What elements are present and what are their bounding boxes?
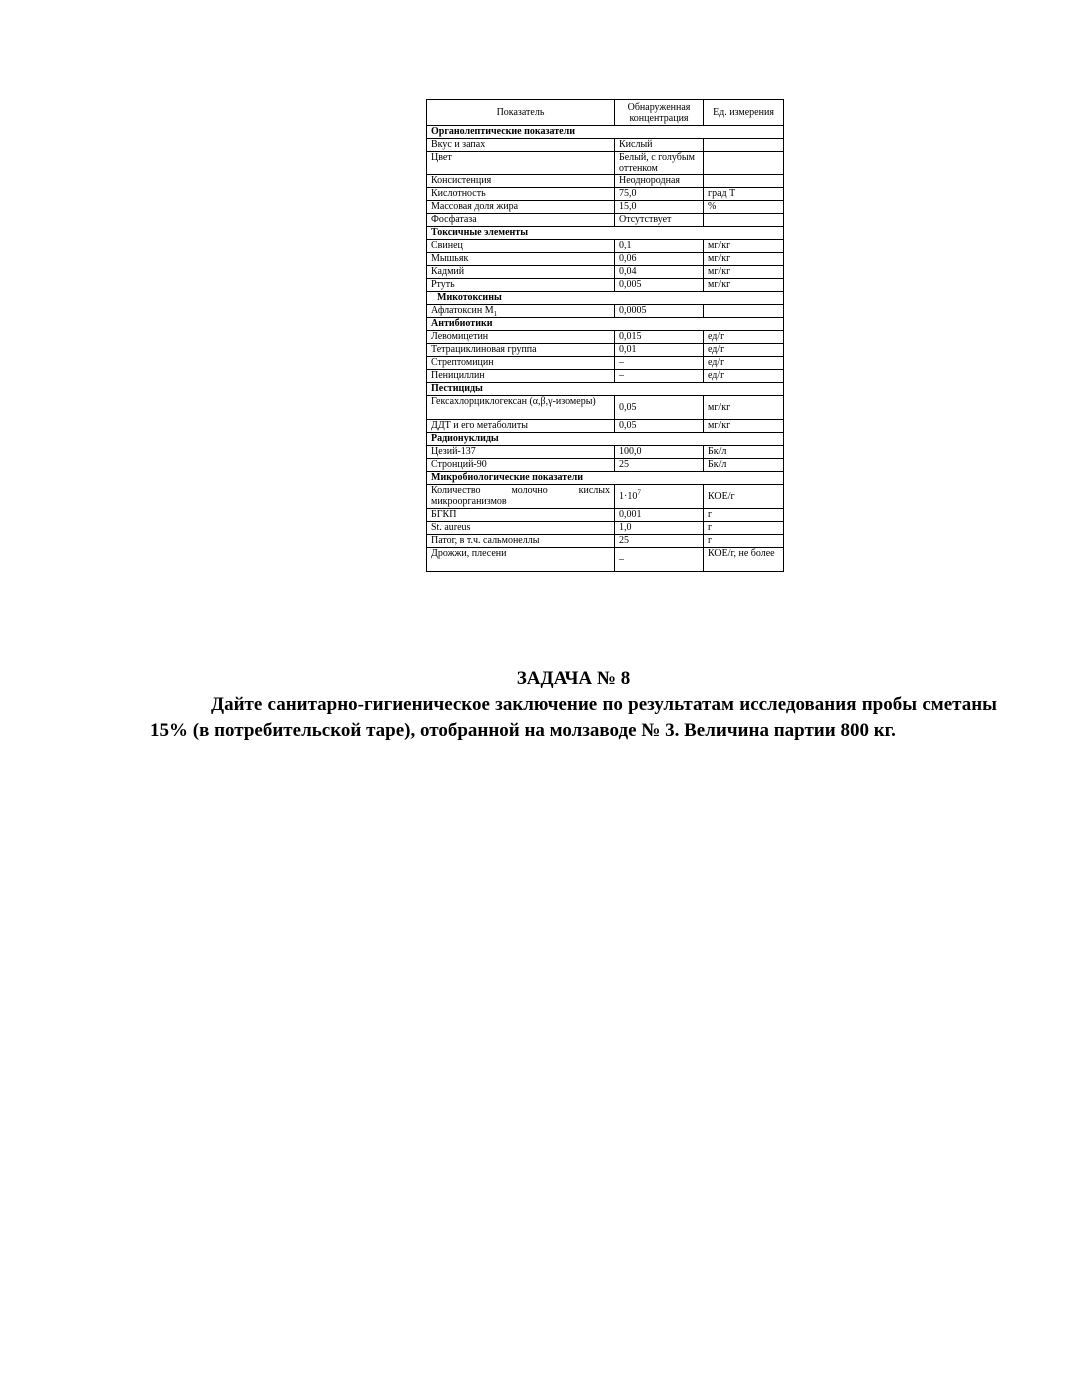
- concentration-cell: [615, 357, 704, 370]
- unit-cell: КОЕ/г: [704, 485, 784, 509]
- indicator-name: ДДТ и его метаболиты: [431, 420, 528, 431]
- concentration-value: 1·10: [619, 491, 638, 502]
- table-row: [427, 175, 784, 188]
- indicator-name: Свинец: [431, 240, 463, 251]
- concentration-cell: [615, 240, 704, 253]
- table-row: [427, 420, 784, 433]
- indicator-name: Кадмий: [431, 266, 465, 277]
- unit-cell: [704, 139, 784, 152]
- indicator-cell: [427, 253, 615, 266]
- table-row: [427, 357, 784, 370]
- table-row: [427, 214, 784, 227]
- concentration-value: –: [619, 357, 624, 368]
- concentration-cell: [615, 175, 704, 188]
- concentration-value: Отсутствует: [619, 214, 672, 225]
- unit-cell: [704, 214, 784, 227]
- indicator-name: Гексахлорциклогексан (α,β,γ-изомеры): [431, 396, 596, 407]
- table-row: [427, 485, 784, 509]
- concentration-value: 0,05: [619, 402, 637, 413]
- unit-cell: Бк/л: [704, 446, 784, 459]
- unit-cell: [704, 152, 784, 175]
- unit-cell: [704, 175, 784, 188]
- table-row: [427, 548, 784, 572]
- indicator-cell: [427, 279, 615, 292]
- indicator-cell: [427, 152, 615, 175]
- concentration-cell: [615, 459, 704, 472]
- indicator-name: Афлатоксин M: [431, 305, 494, 316]
- indicator-cell: [427, 344, 615, 357]
- indicator-cell: [427, 420, 615, 433]
- concentration-cell: [615, 522, 704, 535]
- indicator-cell: [427, 201, 615, 214]
- unit-cell: КОЕ/г, не более: [704, 548, 784, 572]
- header-unit: Ед. измерения: [704, 100, 784, 126]
- table-row: [427, 459, 784, 472]
- section-row: [427, 126, 784, 139]
- results-table: [426, 99, 784, 572]
- section-row: [427, 383, 784, 396]
- section-row: [427, 433, 784, 446]
- unit-cell: Бк/л: [704, 459, 784, 472]
- indicator-name: Левомицетин: [431, 331, 489, 342]
- unit-cell: [704, 305, 784, 318]
- indicator-cell: [427, 266, 615, 279]
- indicator-cell: [427, 535, 615, 548]
- indicator-cell: [427, 370, 615, 383]
- concentration-value: 75,0: [619, 188, 637, 199]
- concentration-value: 0,001: [619, 509, 642, 520]
- section-title: Радионуклиды: [427, 433, 784, 446]
- unit-cell: мг/кг: [704, 253, 784, 266]
- indicator-cell: [427, 446, 615, 459]
- table-row: [427, 279, 784, 292]
- task-text: Дайте санитарно-гигиеническое заключение по результатам исследования пробы сметаны 15% (в потребительской таре), отобранной на молзаводе № 3. Величина партии 800 кг.: [150, 694, 997, 741]
- indicator-name: Цвет: [431, 152, 452, 163]
- table-row: [427, 152, 784, 175]
- indicator-name: St. aureus: [431, 522, 471, 533]
- table-row: [427, 266, 784, 279]
- concentration-cell: [615, 420, 704, 433]
- concentration-cell: [615, 344, 704, 357]
- concentration-cell: [615, 305, 704, 318]
- concentration-cell: [615, 139, 704, 152]
- indicator-name: Ртуть: [431, 279, 455, 290]
- table-row: [427, 446, 784, 459]
- unit-cell: %: [704, 201, 784, 214]
- concentration-cell: [615, 396, 704, 420]
- section-row: [427, 292, 784, 305]
- unit-cell: град Т: [704, 188, 784, 201]
- value-exponent: 7: [637, 488, 641, 497]
- table-row: [427, 344, 784, 357]
- concentration-value: 0,1: [619, 240, 632, 251]
- concentration-cell: [615, 548, 704, 572]
- concentration-cell: [615, 214, 704, 227]
- indicator-cell: [427, 331, 615, 344]
- unit-cell: мг/кг: [704, 240, 784, 253]
- concentration-value: 0,06: [619, 253, 637, 264]
- unit-cell: г: [704, 509, 784, 522]
- concentration-value: 1,0: [619, 522, 632, 533]
- indicator-cell: [427, 485, 615, 509]
- indicator-cell: [427, 240, 615, 253]
- section-title: Микотоксины: [427, 292, 784, 305]
- concentration-value: 15,0: [619, 201, 637, 212]
- section-title: Микробиологические показатели: [427, 472, 784, 485]
- indicator-name: Патог, в т.ч. сальмонеллы: [431, 535, 540, 546]
- indicator-cell: [427, 396, 615, 420]
- concentration-value: 0,0005: [619, 305, 647, 316]
- indicator-name: Вкус и запах: [431, 139, 486, 150]
- concentration-cell: [615, 201, 704, 214]
- unit-cell: ед/г: [704, 331, 784, 344]
- concentration-cell: [615, 509, 704, 522]
- table-row: [427, 331, 784, 344]
- concentration-value: 25: [619, 535, 629, 546]
- task-title: ЗАДАЧА № 8: [516, 668, 631, 689]
- concentration-value: 0,01: [619, 344, 637, 355]
- table-header-row: [427, 100, 784, 126]
- indicator-cell: [427, 175, 615, 188]
- table-row: [427, 535, 784, 548]
- indicator-cell: [427, 509, 615, 522]
- unit-cell: мг/кг: [704, 266, 784, 279]
- indicator-subscript: 1: [493, 310, 498, 318]
- section-row: [427, 318, 784, 331]
- table-row: [427, 240, 784, 253]
- concentration-cell: [615, 152, 704, 175]
- concentration-value: Неоднородная: [619, 175, 681, 186]
- concentration-value: 25: [619, 459, 629, 470]
- indicator-name: Консистенция: [431, 175, 492, 186]
- section-row: [427, 472, 784, 485]
- concentration-cell: [615, 188, 704, 201]
- section-title: Токсичные элементы: [427, 227, 784, 240]
- unit-cell: ед/г: [704, 370, 784, 383]
- indicator-cell: [427, 305, 615, 318]
- unit-cell: мг/кг: [704, 279, 784, 292]
- indicator-name: Мышьяк: [431, 253, 469, 264]
- concentration-value: Белый, с голубым оттенком: [619, 152, 695, 174]
- indicator-cell: [427, 139, 615, 152]
- table-row: [427, 253, 784, 266]
- indicator-name: Массовая доля жира: [431, 201, 519, 212]
- concentration-cell: [615, 535, 704, 548]
- indicator-name: Дрожжи, плесени: [431, 548, 507, 559]
- indicator-cell: [427, 214, 615, 227]
- table-row: [427, 201, 784, 214]
- indicator-name: Стрептомицин: [431, 357, 494, 368]
- indicator-cell: [427, 357, 615, 370]
- concentration-value: 0,05: [619, 420, 637, 431]
- indicator-cell: [427, 522, 615, 535]
- table-row: [427, 522, 784, 535]
- task-block: [150, 666, 997, 744]
- section-title: Антибиотики: [427, 318, 784, 331]
- concentration-cell: [615, 266, 704, 279]
- unit-cell: мг/кг: [704, 420, 784, 433]
- indicator-cell: [427, 188, 615, 201]
- indicator-name: Кислотность: [431, 188, 486, 199]
- table-row: [427, 188, 784, 201]
- indicator-name: Количество молочно кислых микроорганизмов: [431, 485, 610, 507]
- table-body: [427, 126, 784, 572]
- section-title: Органолептические показатели: [427, 126, 784, 139]
- concentration-cell: [615, 370, 704, 383]
- table-row: [427, 396, 784, 420]
- indicator-name: Тетрациклиновая группа: [431, 344, 537, 355]
- indicator-cell: [427, 459, 615, 472]
- concentration-value: –: [619, 370, 624, 381]
- section-row: [427, 227, 784, 240]
- concentration-value: 0,005: [619, 279, 642, 290]
- concentration-value: 100,0: [619, 446, 642, 457]
- unit-cell: ед/г: [704, 357, 784, 370]
- table-row: [427, 139, 784, 152]
- concentration-value: 0,04: [619, 266, 637, 277]
- table-row: [427, 305, 784, 318]
- table-row: [427, 509, 784, 522]
- indicator-name: Стронций-90: [431, 459, 487, 470]
- indicator-name: БГКП: [431, 509, 457, 520]
- indicator-cell: [427, 548, 615, 572]
- header-concentration: Обнаруженная концентрация: [615, 100, 704, 126]
- indicator-name: Цезий-137: [431, 446, 476, 457]
- unit-cell: ед/г: [704, 344, 784, 357]
- concentration-cell: [615, 331, 704, 344]
- concentration-value: Кислый: [619, 139, 653, 150]
- concentration-cell: [615, 279, 704, 292]
- concentration-cell: [615, 253, 704, 266]
- concentration-value: 0,015: [619, 331, 642, 342]
- header-indicator: Показатель: [427, 100, 615, 126]
- concentration-value: –: [619, 554, 624, 565]
- unit-cell: г: [704, 522, 784, 535]
- indicator-name: Пенициллин: [431, 370, 485, 381]
- section-title: Пестициды: [427, 383, 784, 396]
- indicator-name: Фосфатаза: [431, 214, 477, 225]
- unit-cell: мг/кг: [704, 396, 784, 420]
- concentration-cell: [615, 485, 704, 509]
- concentration-cell: [615, 446, 704, 459]
- table-row: [427, 370, 784, 383]
- unit-cell: г: [704, 535, 784, 548]
